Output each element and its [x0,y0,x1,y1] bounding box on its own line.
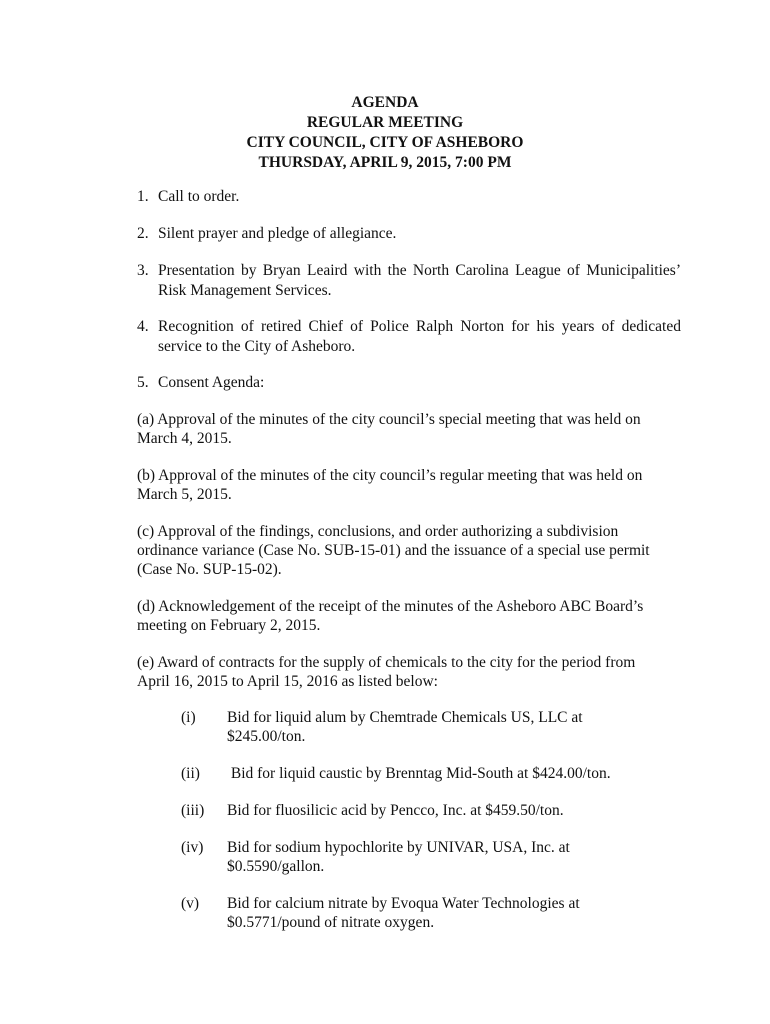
bid-item-iii [181,801,681,820]
bid-numeral: (v) [181,895,200,912]
bid-text: Bid for sodium hypochlorite by UNIVAR, USA, Inc. at $0.5590/gallon. [227,839,570,875]
item-number: 3. [137,262,149,279]
consent-item-c: (c) Approval of the findings, conclusions, and order authorizing a subdivision ordinance variance (Case No. SUB-15-01) and the issuance of a special use permit (Case No. SUP-15-02). [137,523,650,578]
item-text: Consent Agenda: [158,374,265,391]
item-number: 5. [137,374,149,391]
agenda-item-1 [137,187,681,207]
bid-item-i [181,708,611,746]
consent-item-b: (b) Approval of the minutes of the city council’s regular meeting that was held on March 5, 2015. [137,467,643,503]
bid-text: Bid for liquid caustic by Brenntag Mid-South at $424.00/ton. [227,765,611,782]
bid-item-v [181,894,631,932]
bid-item-iv [181,838,611,876]
agenda-header [0,93,770,173]
consent-item-a: (a) Approval of the minutes of the city council’s special meeting that was held on March 4, 2015. [137,411,641,447]
consent-item-d: (d) Acknowledgement of the receipt of the minutes of the Asheboro ABC Board’s meeting on February 2, 2015. [137,598,644,634]
agenda-item-2 [137,224,681,244]
bid-text: Bid for fluosilicic acid by Pencco, Inc. at $459.50/ton. [227,802,564,819]
bid-item-ii [181,764,681,783]
item-number: 2. [137,225,149,242]
header-title: AGENDA [351,94,419,111]
bid-numeral: (iii) [181,802,205,819]
bid-numeral: (ii) [181,765,200,782]
header-body: CITY COUNCIL, CITY OF ASHEBORO [246,134,524,151]
bid-text: Bid for liquid alum by Chemtrade Chemicals US, LLC at $245.00/ton. [227,709,583,745]
item-number: 1. [137,188,149,205]
item-text: Call to order. [158,188,240,205]
agenda-item-4 [137,317,681,357]
item-text: Recognition of retired Chief of Police Ralph Norton for his years of dedicated service to the City of Asheboro. [158,318,681,355]
item-text: Presentation by Bryan Leaird with the North Carolina League of Municipalities’ Risk Management Services. [158,262,681,299]
header-meeting-type: REGULAR MEETING [306,114,464,131]
bid-numeral: (iv) [181,839,204,856]
header-date-time: THURSDAY, APRIL 9, 2015, 7:00 PM [258,154,512,171]
item-number: 4. [137,318,149,335]
agenda-item-3 [137,261,681,301]
bid-numeral: (i) [181,709,196,726]
consent-item-e: (e) Award of contracts for the supply of chemicals to the city for the period from April 16, 2015 to April 15, 2016 as listed below: [137,654,636,690]
bid-text: Bid for calcium nitrate by Evoqua Water Technologies at $0.5771/pound of nitrate oxygen. [227,895,580,931]
item-text: Silent prayer and pledge of allegiance. [158,225,397,242]
agenda-item-5 [137,373,681,393]
